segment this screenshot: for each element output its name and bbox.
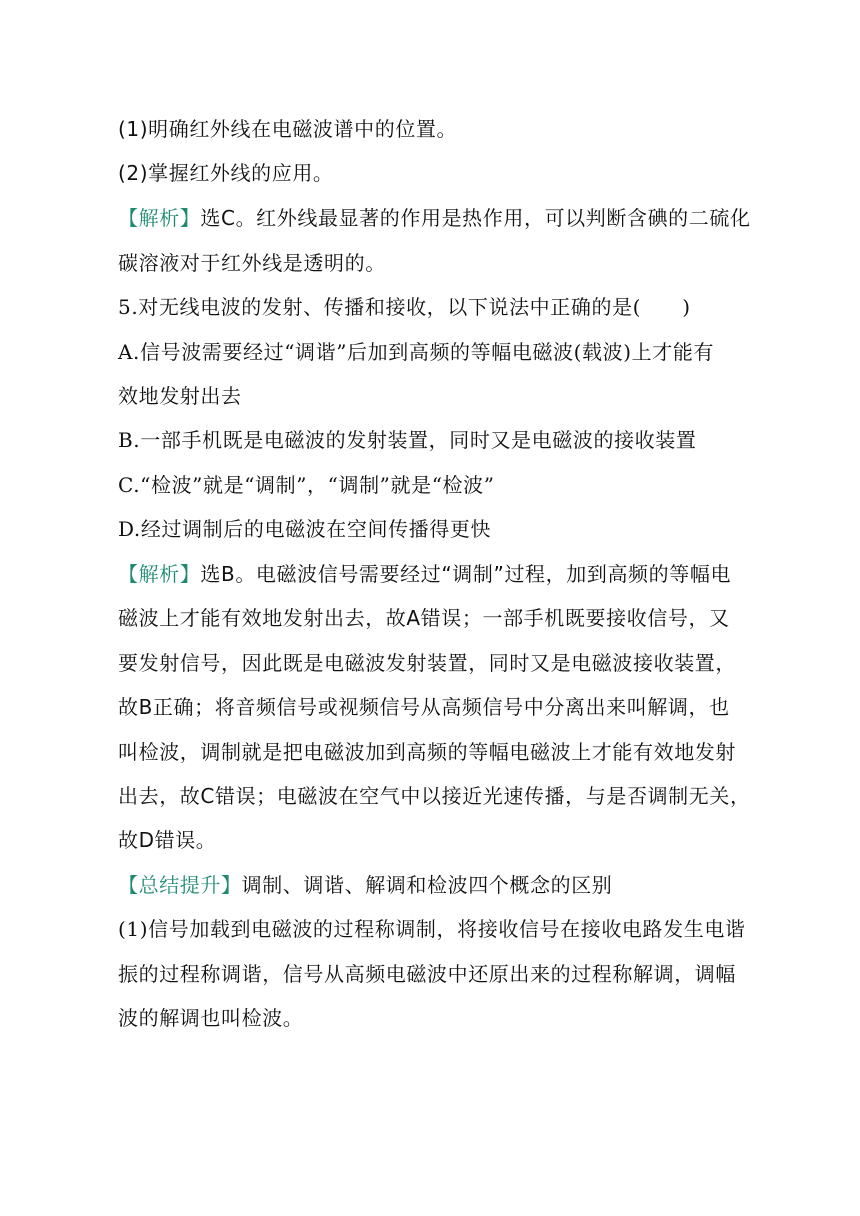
answer5-line-3: 要发射信号，因此既是电磁波发射装置，同时又是电磁波接收装置， (118, 651, 736, 675)
answer5-line-1 (118, 560, 731, 588)
question5-option-c: C.“检波”就是“调制”，“调制”就是“检波” (118, 473, 495, 497)
summary-tag: 【总结提升】 (118, 873, 242, 897)
tip-item-1: (1)明确红外线在电磁波谱中的位置。 (118, 117, 458, 141)
answer5-line-6: 出去，故C错误；电磁波在空气中以接近光速传播，与是否调制无关， (118, 784, 751, 808)
answer5-line-7: 故D错误。 (118, 828, 217, 852)
summary-title: 调制、调谐、解调和检波四个概念的区别 (241, 873, 613, 897)
question5-option-d: D.经过调制后的电磁波在空间传播得更快 (118, 517, 492, 541)
summary-p1-line-1: (1)信号加载到电磁波的过程称调制，将接收信号在接收电路发生电谐 (118, 917, 746, 941)
answer4-text-1: 选C。红外线最显著的作用是热作用，可以判断含碘的二硫化 (200, 206, 751, 230)
answer5-line-5: 叫检波，调制就是把电磁波加到高频的等幅电磁波上才能有效地发射 (118, 740, 736, 764)
summary-p1-line-3: 波的解调也叫检波。 (118, 1006, 304, 1030)
question5-option-b: B.一部手机既是电磁波的发射装置，同时又是电磁波的接收装置 (118, 428, 697, 452)
summary-heading (118, 871, 612, 899)
question5-stem: 5.对无线电波的发射、传播和接收，以下说法中正确的是( ) (118, 295, 691, 319)
summary-p1-line-2: 振的过程称调谐，信号从高频电磁波中还原出来的过程称解调，调幅 (118, 962, 736, 986)
analysis-tag: 【解析】 (118, 562, 201, 586)
question5-option-a-line-1: A.信号波需要经过“调谐”后加到高频的等幅电磁波(载波)上才能有 (118, 340, 715, 364)
answer5-line-4: 故B正确；将音频信号或视频信号从高频信号中分离出来叫解调，也 (118, 695, 730, 719)
question5-option-a-line-2: 效地发射出去 (118, 384, 242, 408)
answer5-line-2: 磁波上才能有效地发射出去，故A错误；一部手机既要接收信号，又 (118, 606, 730, 630)
answer5-text-1: 选B。电磁波信号需要经过“调制”过程，加到高频的等幅电 (200, 562, 732, 586)
tip-item-2: (2)掌握红外线的应用。 (118, 161, 334, 185)
answer4-line-2: 碳溶液对于红外线是透明的。 (118, 251, 386, 275)
analysis-tag: 【解析】 (118, 206, 201, 230)
answer4-line-1 (118, 204, 751, 232)
